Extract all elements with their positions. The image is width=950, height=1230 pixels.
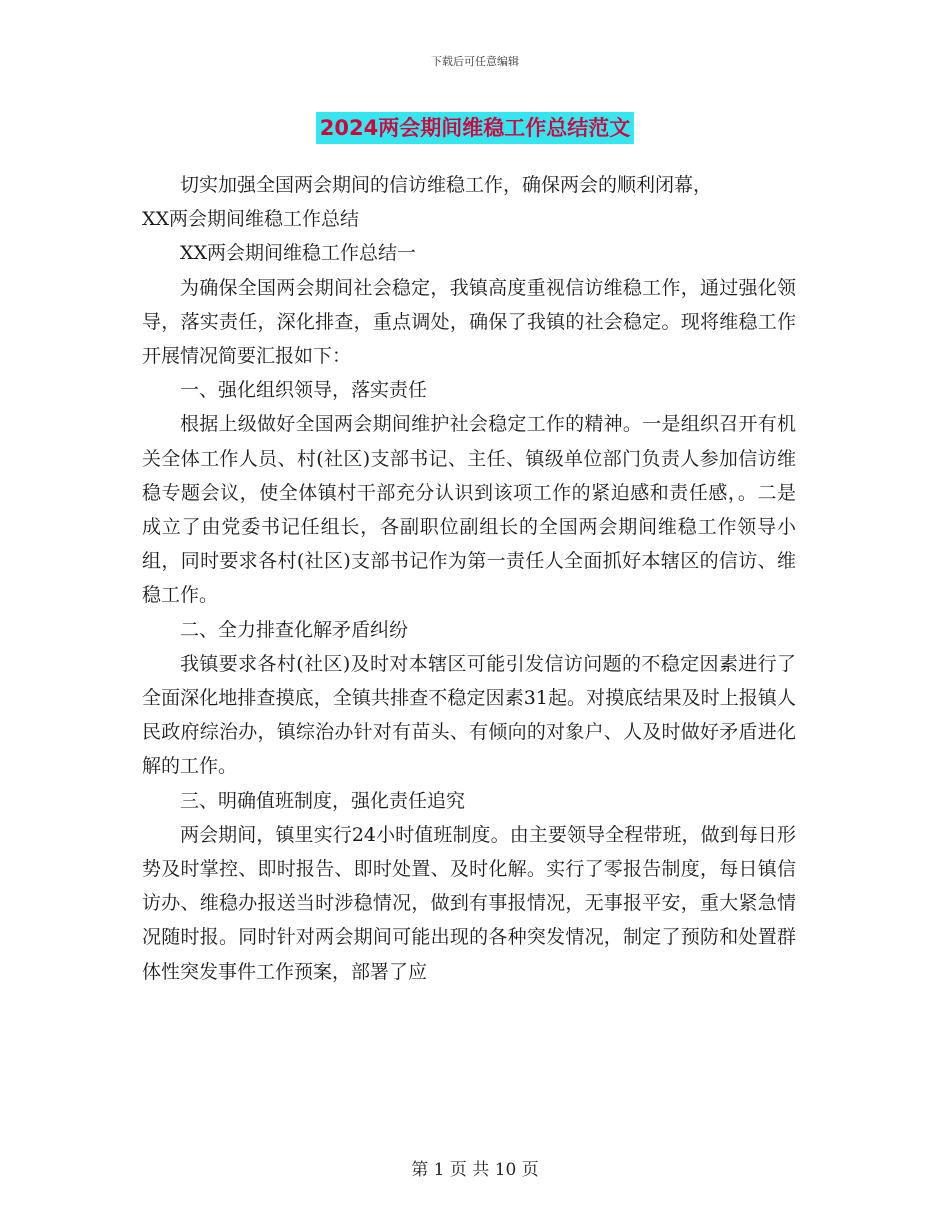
title-container: [0, 112, 950, 144]
paragraph-body: 两会期间，镇里实行24小时值班制度。由主要领导全程带班，做到每日形势及时掌控、即时报告、即时处置、及时化解。实行了零报告制度，每日镇信访办、维稳办报送当时涉稳情况，做到有事报情况，无事报平安，重大紧急情况随时报。同时针对两会期间可能出现的各种突发情况，制定了预防和处置群体性突发事件工作预案，部署了应: [142, 823, 796, 983]
heading-section-3: 三、明确值班制度，强化责任追究: [180, 789, 466, 812]
page-footer: 第 1 页 共 10 页: [411, 1160, 539, 1180]
heading-section-1: 一、强化组织领导，落实责任: [180, 379, 428, 402]
document-body: [142, 168, 796, 989]
paragraph-intro: 切实加强全国两会期间的信访维稳工作，确保两会的顺利闭幕，: [180, 174, 713, 196]
document-title: 2024两会期间维稳工作总结范文: [316, 112, 634, 144]
paragraph-body: 我镇要求各村(社区)及时对本辖区可能引发信访问题的不稳定因素进行了全面深化地排查摸底，全镇共排查不稳定因素31起。对摸底结果及时上报镇人民政府综治办，镇综治办针对有苗头、有倾向的对象户、人及时做好矛盾进化解的工作。: [142, 652, 796, 778]
heading-section-2: 二、全力排查化解矛盾纠纷: [180, 618, 409, 641]
paragraph-section-title: XX两会期间维稳工作总结一: [180, 242, 417, 265]
paragraph-subtitle: XX两会期间维稳工作总结: [142, 208, 360, 231]
paragraph-body: 为确保全国两会期间社会稳定，我镇高度重视信访维稳工作，通过强化领导，落实责任，深化排查，重点调处，确保了我镇的社会稳定。现将维稳工作开展情况简要汇报如下：: [142, 276, 796, 368]
page-header: 下载后可任意编辑: [431, 55, 519, 68]
paragraph-body: 根据上级做好全国两会期间维护社会稳定工作的精神。一是组织召开有机关全体工作人员、村(社区)支部书记、主任、镇级单位部门负责人参加信访维稳专题会议，使全体镇村干部充分认识到该项工作的紧迫感和责任感，。二是成立了由党委书记任组长，各副职位副组长的全国两会期间维稳工作领导小组，同时要求各村(社区)支部书记作为第一责任人全面抓好本辖区的信访、维稳工作。: [142, 413, 796, 607]
